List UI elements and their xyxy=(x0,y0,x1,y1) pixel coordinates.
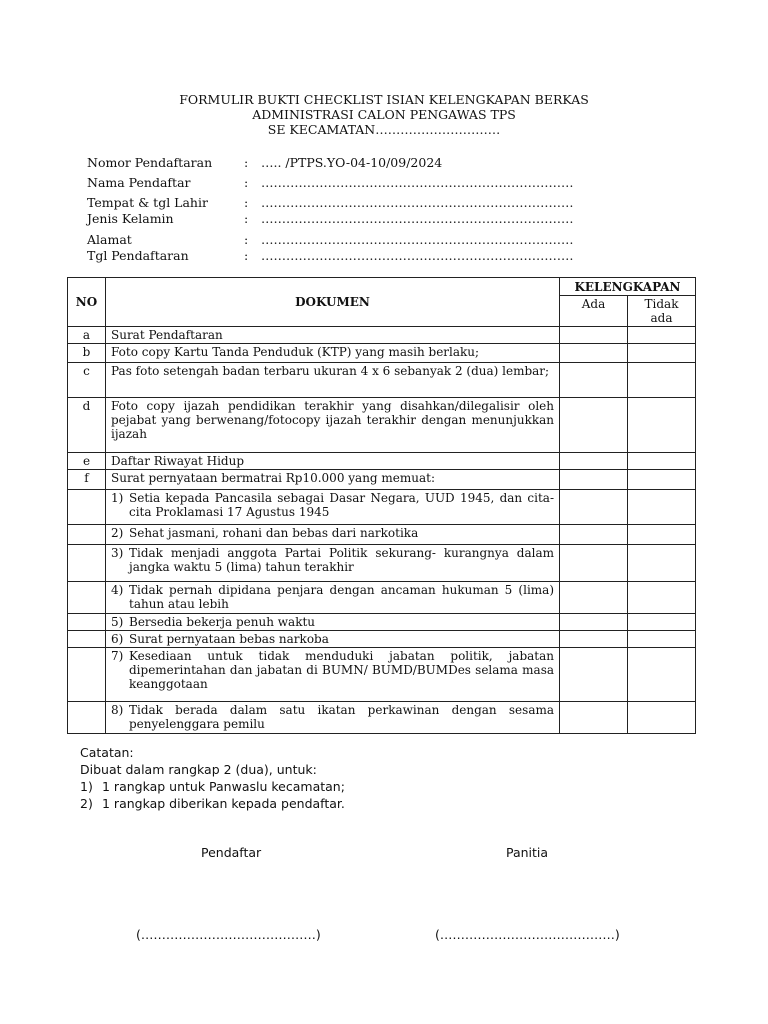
row-no: b xyxy=(68,344,106,363)
field-label: Tempat & tgl Lahir xyxy=(87,195,208,210)
field-tempat-tgl-lahir xyxy=(87,195,574,211)
field-value[interactable]: ………………………………………………………………… xyxy=(261,195,574,210)
sub-row-document xyxy=(106,545,560,582)
checkbox-tidak-ada[interactable] xyxy=(628,648,696,702)
sub-row-text: Surat pernyataan bebas narkoba xyxy=(129,632,329,646)
sub-row-number: 2) xyxy=(111,526,124,540)
header-dokumen: DOKUMEN xyxy=(106,278,560,327)
sub-row-number: 7) xyxy=(111,649,124,663)
sub-row-number: 4) xyxy=(111,583,124,597)
field-jenis-kelamin xyxy=(87,211,574,227)
field-label: Alamat xyxy=(87,232,132,247)
field-label: Nama Pendaftar xyxy=(87,175,191,190)
row-no: a xyxy=(68,327,106,344)
sub-row-no xyxy=(68,490,106,525)
checkbox-tidak-ada[interactable] xyxy=(628,490,696,525)
notes-item-text: 1 rangkap untuk Panwaslu kecamatan; xyxy=(102,779,345,794)
form-title-line1: FORMULIR BUKTI CHECKLIST ISIAN KELENGKAPAN BERKAS xyxy=(179,92,589,107)
notes-item xyxy=(80,778,345,795)
row-document: Daftar Riwayat Hidup xyxy=(106,453,560,470)
row-document: Pas foto setengah badan terbaru ukuran 4 x 6 sebanyak 2 (dua) lembar; xyxy=(106,363,560,398)
field-colon: : xyxy=(244,232,249,247)
sub-row-document xyxy=(106,631,560,648)
checkbox-tidak-ada[interactable] xyxy=(628,545,696,582)
checkbox-ada[interactable] xyxy=(560,398,628,453)
sub-row-no xyxy=(68,702,106,734)
notes-item-number: 1) xyxy=(80,779,93,794)
checkbox-ada[interactable] xyxy=(560,648,628,702)
checkbox-tidak-ada[interactable] xyxy=(628,398,696,453)
sub-row-no xyxy=(68,545,106,582)
checkbox-ada[interactable] xyxy=(560,490,628,525)
sub-row-number: 5) xyxy=(111,615,124,629)
sub-row xyxy=(68,648,696,702)
sub-row xyxy=(68,582,696,614)
sub-row xyxy=(68,614,696,631)
checkbox-ada[interactable] xyxy=(560,470,628,490)
checkbox-ada[interactable] xyxy=(560,631,628,648)
field-value[interactable]: ………………………………………………………………… xyxy=(261,232,574,247)
checkbox-ada[interactable] xyxy=(560,614,628,631)
row-no: f xyxy=(68,470,106,490)
signature-line-panitia: (……………………………………) xyxy=(435,927,620,942)
row-document: Surat pernyataan bermatrai Rp10.000 yang memuat: xyxy=(106,470,560,490)
field-value[interactable]: ………………………………………………………………… xyxy=(261,211,574,226)
row-document: Foto copy Kartu Tanda Penduduk (KTP) yang masih berlaku; xyxy=(106,344,560,363)
table-row xyxy=(68,470,696,490)
notes-item-number: 2) xyxy=(80,796,93,811)
checkbox-ada[interactable] xyxy=(560,525,628,545)
checkbox-tidak-ada[interactable] xyxy=(628,363,696,398)
form-title-line3: SE KECAMATAN………………………… xyxy=(267,122,501,137)
table-row xyxy=(68,363,696,398)
field-nama-pendaftar xyxy=(87,175,574,191)
checkbox-ada[interactable] xyxy=(560,545,628,582)
sub-row-document xyxy=(106,525,560,545)
checkbox-ada[interactable] xyxy=(560,582,628,614)
checkbox-tidak-ada[interactable] xyxy=(628,327,696,344)
sub-row-text: Setia kepada Pancasila sebagai Dasar Negara, UUD 1945, dan cita-cita Proklamasi 17 Agustus 1945 xyxy=(129,491,554,519)
sub-row-text: Tidak berada dalam satu ikatan perkawinan dengan sesama penyelenggara pemilu xyxy=(129,703,554,731)
checkbox-ada[interactable] xyxy=(560,453,628,470)
row-document: Surat Pendaftaran xyxy=(106,327,560,344)
sub-row xyxy=(68,545,696,582)
sub-row-document xyxy=(106,614,560,631)
sub-row-no xyxy=(68,614,106,631)
field-colon: : xyxy=(244,195,249,210)
signature-label-panitia: Panitia xyxy=(506,845,549,860)
table-row xyxy=(68,453,696,470)
notes-heading: Catatan: xyxy=(80,745,134,760)
header-tidak-ada: Tidak ada xyxy=(628,296,696,327)
checkbox-tidak-ada[interactable] xyxy=(628,470,696,490)
sub-row-no xyxy=(68,582,106,614)
checkbox-ada[interactable] xyxy=(560,344,628,363)
sub-row-number: 8) xyxy=(111,703,124,717)
field-label: Tgl Pendaftaran xyxy=(87,248,189,263)
row-no: c xyxy=(68,363,106,398)
field-value[interactable]: ………………………………………………………………… xyxy=(261,175,574,190)
field-colon: : xyxy=(244,155,249,170)
signature-line-pendaftar: (……………………………………) xyxy=(136,927,321,942)
field-alamat xyxy=(87,232,574,248)
sub-row xyxy=(68,702,696,734)
sub-row-document xyxy=(106,648,560,702)
sub-row xyxy=(68,525,696,545)
field-label: Jenis Kelamin xyxy=(87,211,174,226)
sub-row-number: 1) xyxy=(111,491,124,505)
checkbox-tidak-ada[interactable] xyxy=(628,631,696,648)
notes-item xyxy=(80,795,345,812)
sub-row-text: Sehat jasmani, rohani dan bebas dari narkotika xyxy=(129,526,419,540)
table-row xyxy=(68,327,696,344)
field-value[interactable]: ………………………………………………………………… xyxy=(261,248,574,263)
checkbox-tidak-ada[interactable] xyxy=(628,525,696,545)
sub-row-no xyxy=(68,525,106,545)
sub-row-no xyxy=(68,648,106,702)
checkbox-tidak-ada[interactable] xyxy=(628,344,696,363)
field-label: Nomor Pendaftaran xyxy=(87,155,213,170)
form-title-line2: ADMINISTRASI CALON PENGAWAS TPS xyxy=(252,107,516,122)
row-no: d xyxy=(68,398,106,453)
sub-row-document xyxy=(106,702,560,734)
signature-label-pendaftar: Pendaftar xyxy=(201,845,262,860)
sub-row xyxy=(68,490,696,525)
header-ada: Ada xyxy=(560,296,628,327)
sub-row-text: Tidak pernah dipidana penjara dengan ancaman hukuman 5 (lima) tahun atau lebih xyxy=(129,583,554,611)
sub-row-text: Tidak menjadi anggota Partai Politik sekurang- kurangnya dalam jangka waktu 5 (lima) tahun terakhir xyxy=(129,546,554,574)
row-document: Foto copy ijazah pendidikan terakhir yang disahkan/dilegalisir oleh pejabat yang berwenang/fotocopy ijazah terakhir dengan menunjukkan ijazah xyxy=(106,398,560,453)
field-tgl-pendaftaran xyxy=(87,248,574,264)
table-row xyxy=(68,344,696,363)
checkbox-tidak-ada[interactable] xyxy=(628,702,696,734)
field-colon: : xyxy=(244,248,249,263)
table-row xyxy=(68,398,696,453)
checkbox-ada[interactable] xyxy=(560,702,628,734)
field-nomor-pendaftaran xyxy=(87,155,442,171)
field-colon: : xyxy=(244,175,249,190)
header-no: NO xyxy=(68,278,106,327)
sub-row-text: Kesediaan untuk tidak menduduki jabatan politik, jabatan dipemerintahan dan jabatan di BUMN/ BUMD/BUMDes selama masa keanggotaan xyxy=(129,649,554,691)
notes-item-text: 1 rangkap diberikan kepada pendaftar. xyxy=(102,796,345,811)
sub-row-document xyxy=(106,582,560,614)
row-no: e xyxy=(68,453,106,470)
sub-row-document xyxy=(106,490,560,525)
checkbox-ada[interactable] xyxy=(560,327,628,344)
sub-row-number: 6) xyxy=(111,632,124,646)
checkbox-tidak-ada[interactable] xyxy=(628,582,696,614)
sub-row-text: Bersedia bekerja penuh waktu xyxy=(129,615,316,629)
sub-row-no xyxy=(68,631,106,648)
notes-line: Dibuat dalam rangkap 2 (dua), untuk: xyxy=(80,762,317,777)
checkbox-tidak-ada[interactable] xyxy=(628,453,696,470)
checklist-table xyxy=(67,277,696,734)
checkbox-tidak-ada[interactable] xyxy=(628,614,696,631)
checkbox-ada[interactable] xyxy=(560,363,628,398)
sub-row-number: 3) xyxy=(111,546,124,560)
field-colon: : xyxy=(244,211,249,226)
notes-section xyxy=(80,744,345,812)
sub-row xyxy=(68,631,696,648)
header-kelengkapan: KELENGKAPAN xyxy=(560,278,696,296)
field-value[interactable]: ….. /PTPS.YO-04-10/09/2024 xyxy=(261,155,443,170)
